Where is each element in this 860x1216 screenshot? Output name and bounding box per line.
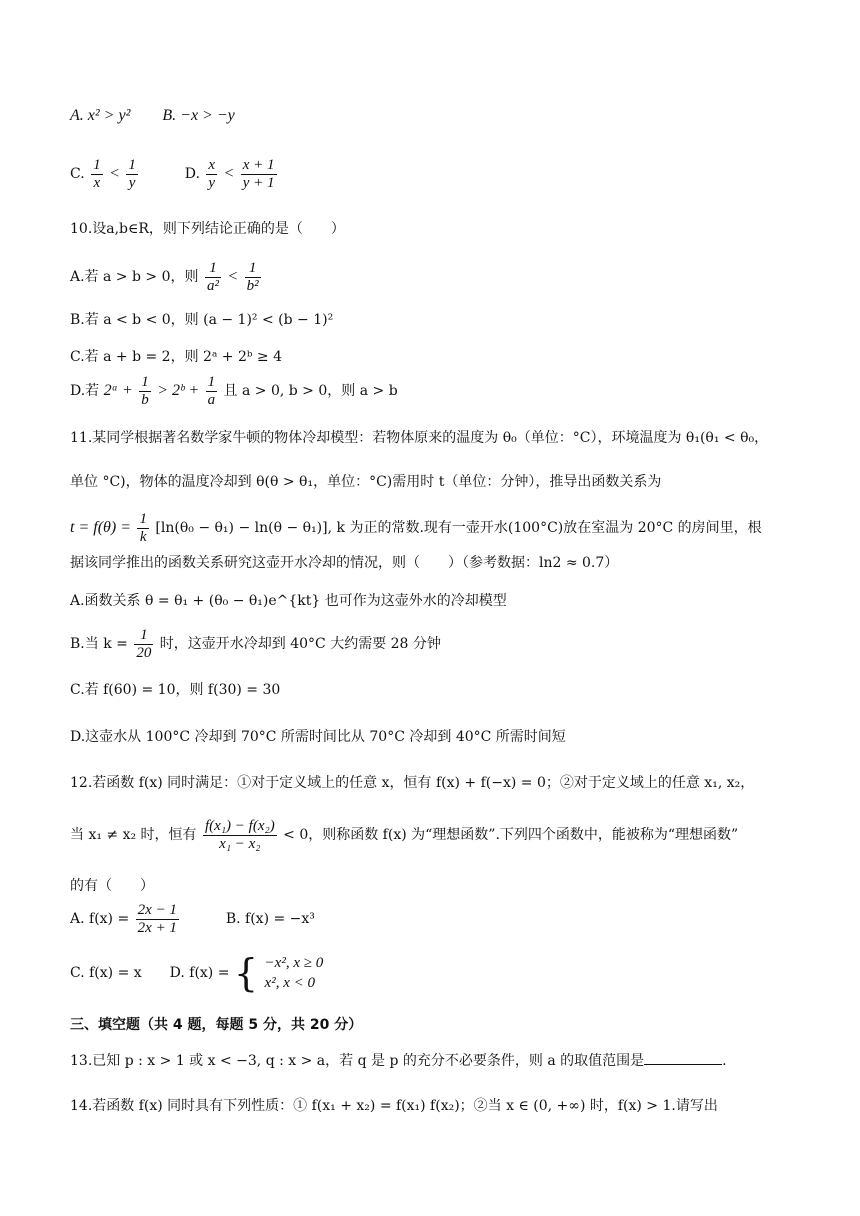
q12-stem-line1: 12.若函数 f(x) 同时满足：①对于定义域上的任意 x，恒有 f(x) + f(−x) = 0；②对于定义域上的任意 x₁, x₂， [70, 775, 755, 791]
left-brace: { [233, 951, 259, 995]
q11-stem-line1: 11.某同学根据著名数学家牛顿的物体冷却模型：若物体原来的温度为 θ₀（单位：°C），环境温度为 θ₁(θ₁ < θ₀， [70, 430, 769, 446]
q11-option-c: C.若 f(60) = 10，则 f(30) = 30 [70, 682, 281, 698]
q9-options-ab: A. x² > y² B. −x > −y [70, 107, 235, 124]
section-heading-fill-blank: 三、填空题（共 4 题，每题 5 分，共 20 分） [70, 1017, 363, 1033]
answer-blank[interactable] [644, 1050, 722, 1065]
q11-option-d: D.这壶水从 100°C 冷却到 70°C 所需时间比从 70°C 冷却到 40°C 所需时间短 [70, 729, 566, 745]
q12-options-cd: C. f(x) = x D. f(x) = { −x², x ≥ 0 x², x < 0 [70, 951, 324, 995]
q12-stem-line3: 的有（ ） [70, 878, 154, 894]
q14: 14.若函数 f(x) 同时具有下列性质：① f(x₁ + x₂) = f(x₁) f(x₂)；②当 x ∈ (0, +∞) 时，f(x) > 1.请写出 [70, 1098, 718, 1114]
q11-stem-line4: 据该同学推出的函数关系研究这壶开水冷却的情况，则（ ）（参考数据：ln2 ≈ 0.7） [70, 555, 619, 571]
q9-options-cd: C. $\frac{1}{x}$ < $\frac{1}{y}$ D. $\frac{x}{y}$ < $\frac{x + 1}{y + 1}$ [70, 156, 275, 191]
q12-stem-line2: 当 x₁ ≠ x₂ 时，恒有 $\frac{\text{f(x₁) − f(x₂)}}{\text{x₁ − x₂}}$ < 0，则称函数 f(x) 为“理想函数”.下列四个函数中，能被称为“理想函数” [70, 817, 739, 852]
q10-option-c: C.若 a + b = 2，则 2ᵃ + 2ᵇ ≥ 4 [70, 349, 283, 365]
q10-option-d: D.若 2ᵃ + $\frac{1}{b}$ > 2ᵇ + $\frac{1}{a}$ 且 a > 0, b > 0，则 a > b [70, 373, 398, 408]
q11-formula-line: t = f(θ) = $\frac{1}{k}$ [ln(θ₀ − θ₁) − ln(θ − θ₁)], k 为正的常数.现有一壶开水(100°C)放在室温为 20°C 的房间里，根 [70, 510, 762, 545]
q12-options-ab: A. f(x) = $\frac{2x - 1}{2x + 1}$ B. f(x) = −x³ [70, 901, 315, 936]
q10-option-a: A.若 a > b > 0，则 $\frac{1}{\text{a²}}$ < $\frac{1}{\text{b²}}$ [70, 259, 259, 294]
q11-option-a: A.函数关系 θ = θ₁ + (θ₀ − θ₁)e^{kt} 也可作为这壶外水的冷却模型 [70, 593, 507, 609]
q10-stem: 10.设a,b∈R，则下列结论正确的是（ ） [70, 221, 345, 237]
q13: 13.已知 p : x > 1 或 x < −3, q : x > a，若 q 是 p 的充分不必要条件，则 a 的取值范围是 . [70, 1050, 727, 1071]
q11-option-b: B.当 k = $\frac{1}{20}$ 时，这壶开水冷却到 40°C 大约需要 28 分钟 [70, 626, 441, 661]
q11-stem-line2: 单位 °C)，物体的温度冷却到 θ(θ > θ₁，单位：°C)需用时 t（单位：分钟），推导出函数关系为 [70, 474, 662, 490]
q10-option-b: B.若 a < b < 0，则 (a − 1)² < (b − 1)² [70, 312, 334, 328]
